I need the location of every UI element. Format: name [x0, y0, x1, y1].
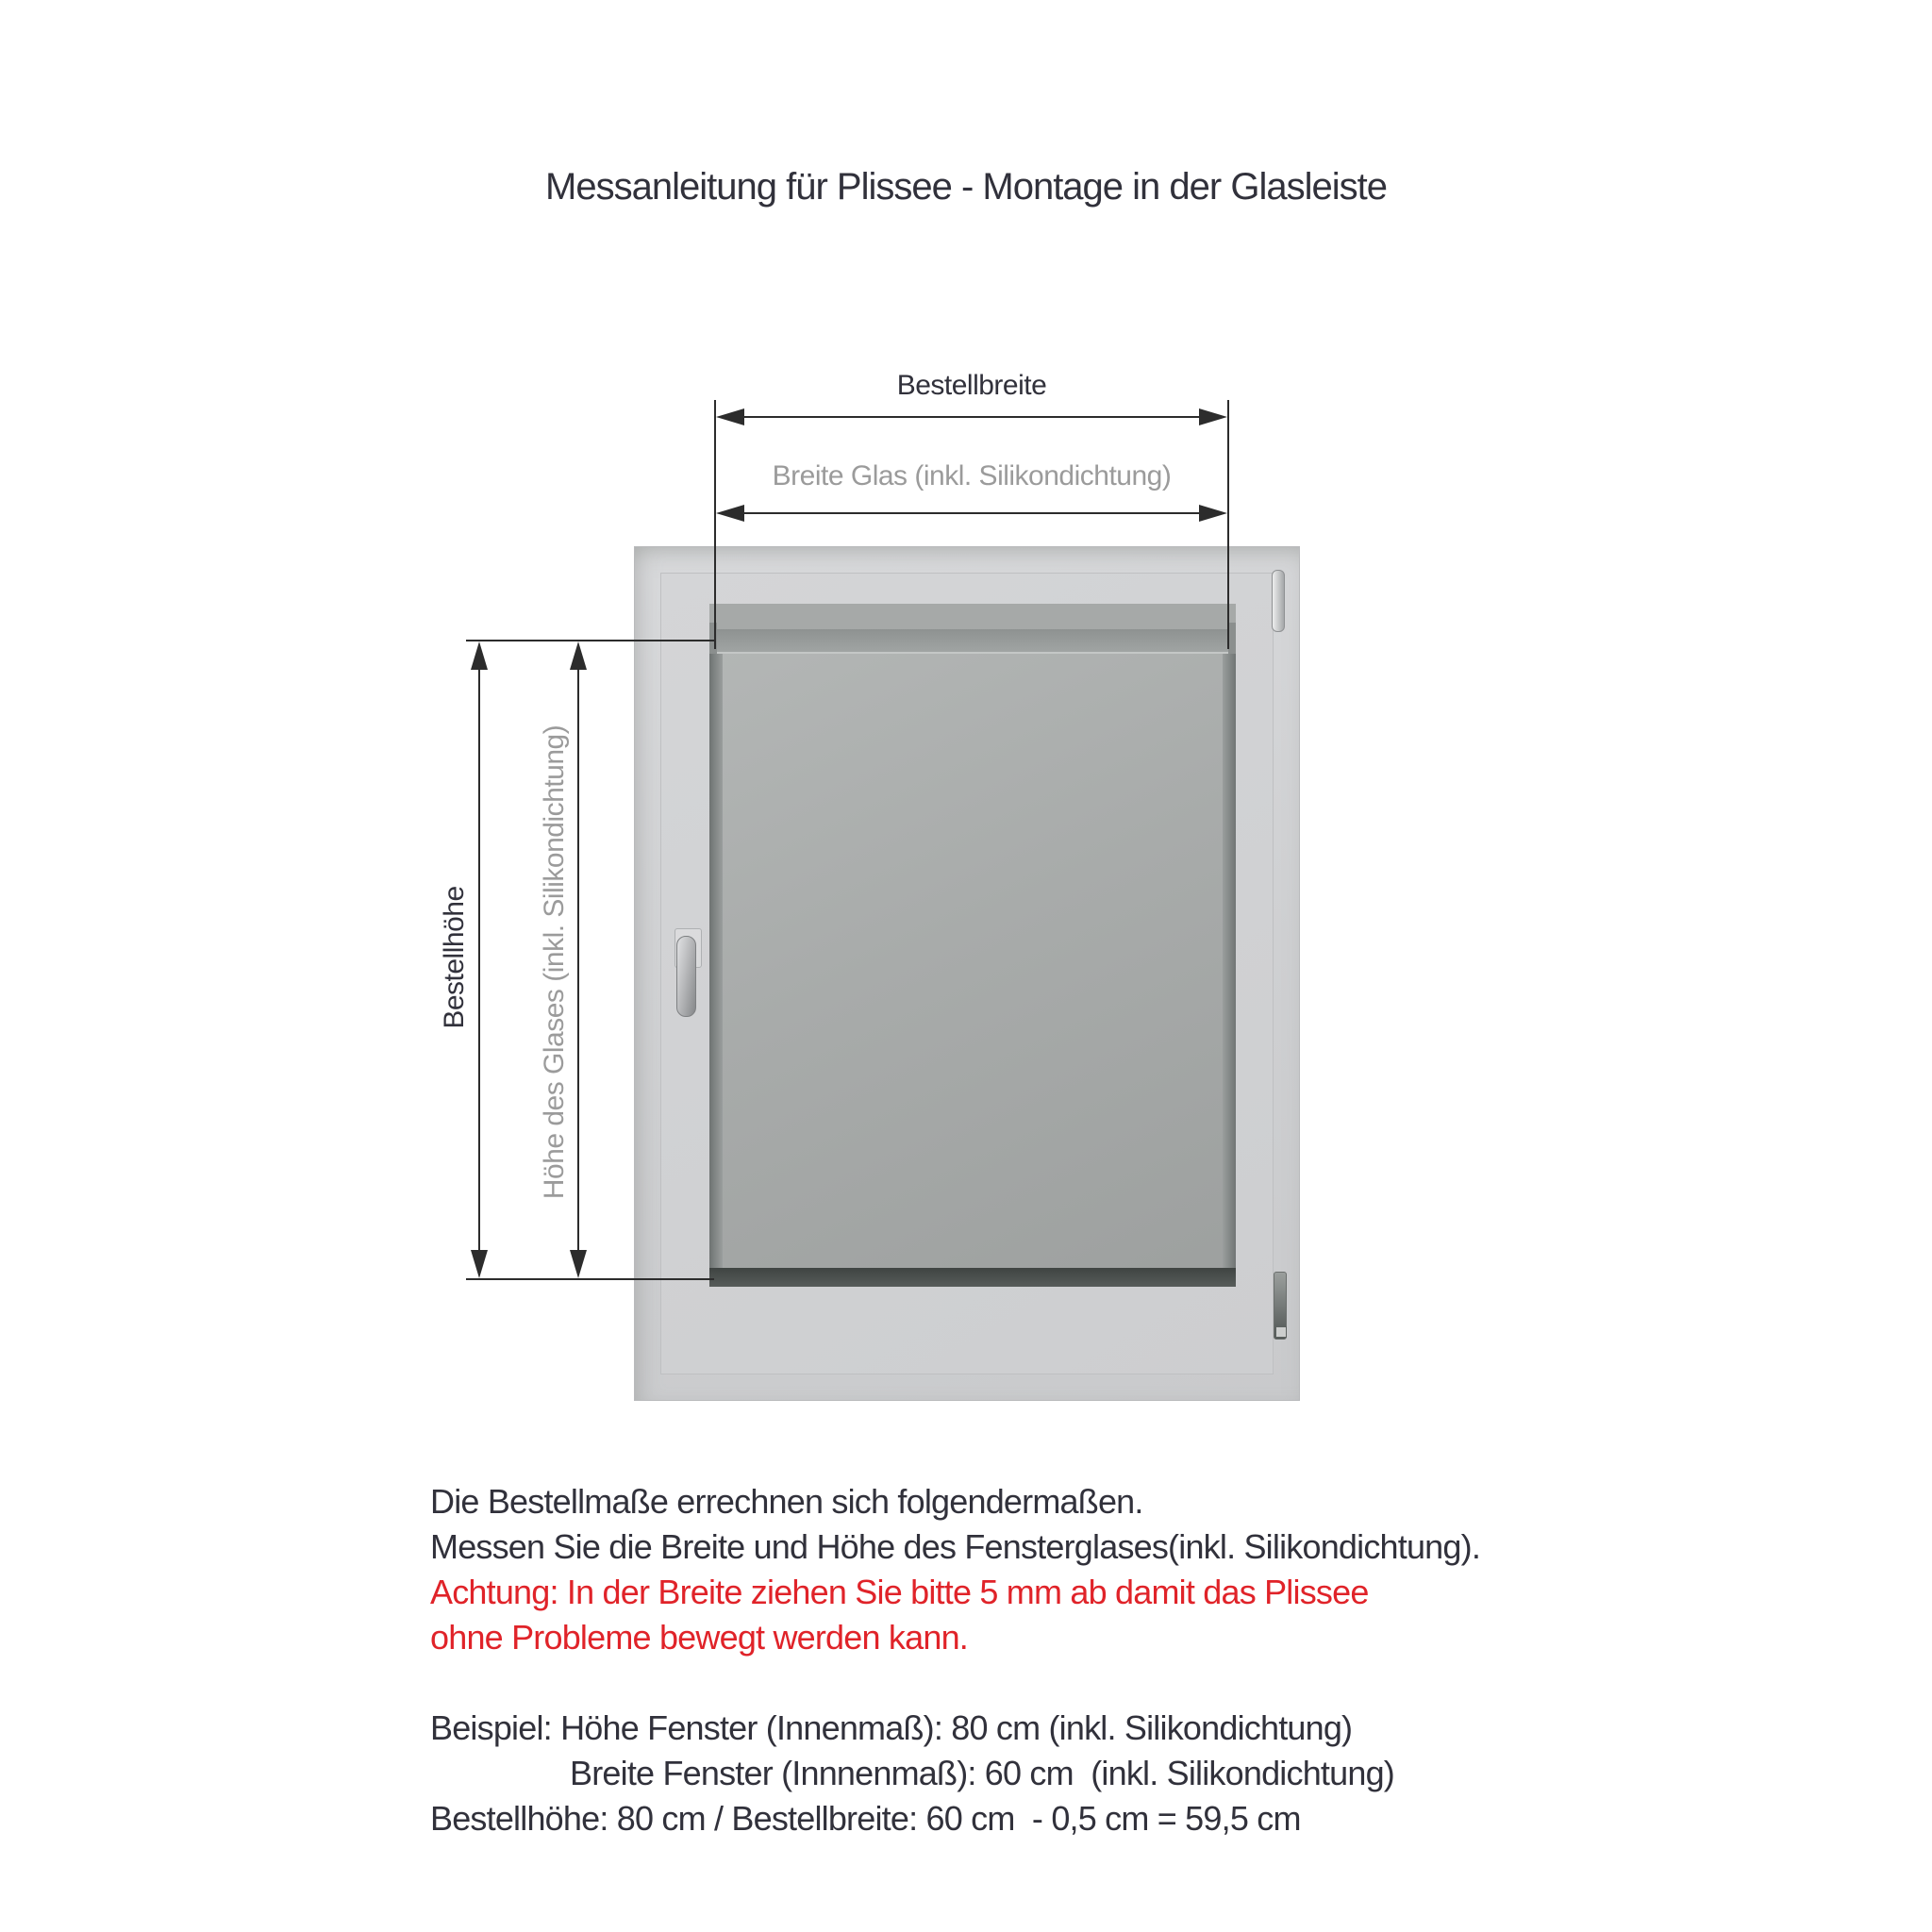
instruction-warning-line-1: Achtung: In der Breite ziehen Sie bitte 5 mm ab damit das Plissee: [430, 1573, 1369, 1611]
blank-line: [430, 1660, 1480, 1706]
window-handle-lever: [676, 936, 696, 1017]
glass-bead-end-left: [709, 623, 717, 657]
glass-pane: [709, 654, 1236, 1287]
example-width-line: Breite Fenster (Innnenmaß): 60 cm (inkl. Silikondichtung): [570, 1754, 1394, 1792]
glass-bevel-bottom: [709, 1268, 1236, 1287]
glass-height-label: Höhe des Glases (inkl. Silikondichtung): [539, 724, 570, 1200]
order-height-label: Bestellhöhe: [439, 886, 470, 1029]
window-frame-illustration: [634, 546, 1300, 1401]
window-hinge-bottom-foot: [1275, 1326, 1287, 1338]
example-height-line: Beispiel: Höhe Fenster (Innenmaß): 80 cm (inkl. Silikondichtung): [430, 1708, 1353, 1747]
instruction-text-block: [430, 1479, 1480, 1841]
order-width-label: Bestellbreite: [896, 370, 1047, 401]
glass-recess: [709, 604, 1236, 1287]
instruction-intro-line-2: Messen Sie die Breite und Höhe des Fensterglases(inkl. Silikondichtung).: [430, 1527, 1481, 1566]
glass-bead-end-right: [1228, 623, 1236, 657]
page-title: Messanleitung für Plissee - Montage in der Glasleiste: [545, 166, 1387, 208]
glass-bead-strip: [709, 629, 1236, 654]
instruction-warning-line-2: ohne Probleme bewegt werden kann.: [430, 1618, 968, 1657]
glass-width-label: Breite Glas (inkl. Silikondichtung): [772, 460, 1172, 491]
instruction-intro-line-1: Die Bestellmaße errechnen sich folgendermaßen.: [430, 1482, 1143, 1521]
example-result-line: Bestellhöhe: 80 cm / Bestellbreite: 60 cm - 0,5 cm = 59,5 cm: [430, 1799, 1301, 1838]
window-hinge-top: [1272, 570, 1285, 632]
glass-bevel-left: [709, 654, 723, 1268]
glass-bevel-right: [1223, 654, 1236, 1268]
